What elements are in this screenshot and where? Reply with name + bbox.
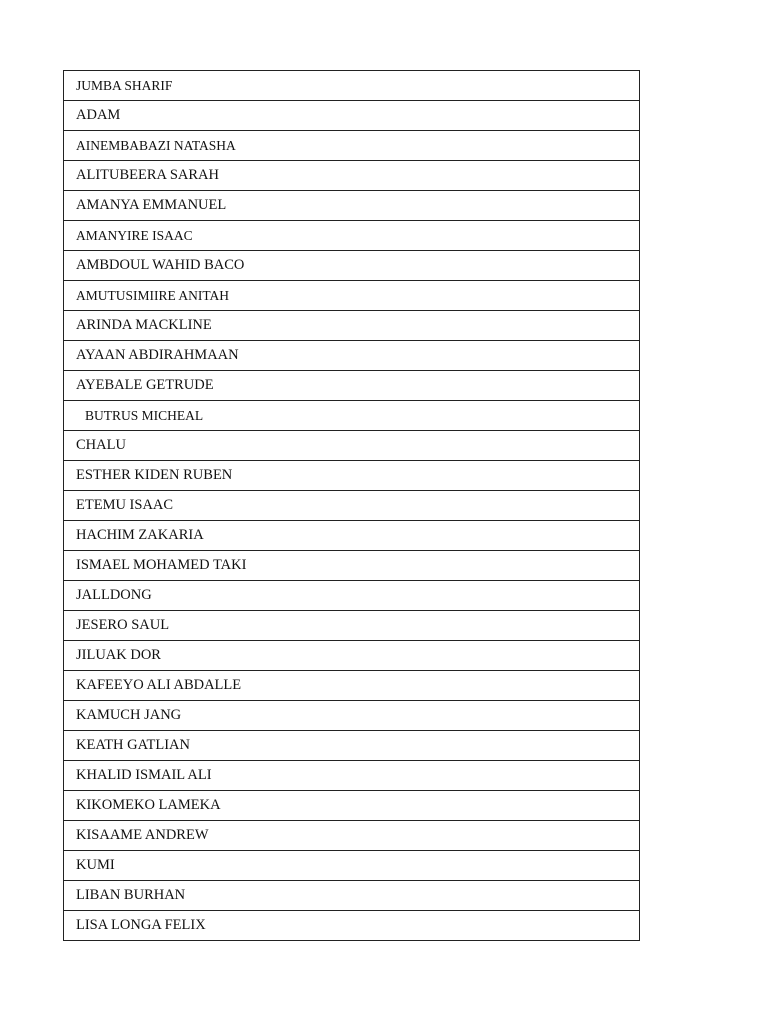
table-row [64,341,640,371]
table-row [64,281,640,311]
table-row [64,851,640,881]
table-row [64,701,640,731]
name-cell: AYEBALE GETRUDE [64,371,640,401]
name-cell: AMANYIRE ISAAC [64,221,640,251]
table-row [64,581,640,611]
table-row [64,401,640,431]
table-row [64,371,640,401]
name-cell: ISMAEL MOHAMED TAKI [64,551,640,581]
table-row [64,431,640,461]
name-cell: CHALU [64,431,640,461]
name-cell: KIKOMEKO LAMEKA [64,791,640,821]
table-row [64,161,640,191]
table-row [64,131,640,161]
table-row [64,191,640,221]
name-cell: HACHIM ZAKARIA [64,521,640,551]
table-row [64,461,640,491]
name-cell: KAFEEYO ALI ABDALLE [64,671,640,701]
name-cell: JILUAK DOR [64,641,640,671]
names-table [63,70,640,941]
name-cell: LIBAN BURHAN [64,881,640,911]
name-cell: KUMI [64,851,640,881]
name-cell: AMBDOUL WAHID BACO [64,251,640,281]
table-row [64,71,640,101]
name-cell: JALLDONG [64,581,640,611]
table-row [64,221,640,251]
name-cell: KEATH GATLIAN [64,731,640,761]
table-row [64,671,640,701]
name-cell: AMUTUSIMIIRE ANITAH [64,281,640,311]
table-row [64,521,640,551]
name-cell: KAMUCH JANG [64,701,640,731]
table-row [64,731,640,761]
table-row [64,251,640,281]
name-cell: AMANYA EMMANUEL [64,191,640,221]
table-row [64,761,640,791]
name-cell: ESTHER KIDEN RUBEN [64,461,640,491]
name-cell: ALITUBEERA SARAH [64,161,640,191]
name-cell: ARINDA MACKLINE [64,311,640,341]
table-row [64,551,640,581]
table-row [64,791,640,821]
table-row [64,101,640,131]
table-row [64,881,640,911]
name-cell: JESERO SAUL [64,611,640,641]
table-row [64,911,640,941]
name-cell: JUMBA SHARIF [64,71,640,101]
name-cell: ADAM [64,101,640,131]
name-cell: KISAAME ANDREW [64,821,640,851]
table-row [64,641,640,671]
name-cell: ETEMU ISAAC [64,491,640,521]
table-row [64,311,640,341]
name-cell: LISA LONGA FELIX [64,911,640,941]
name-cell: BUTRUS MICHEAL [64,401,640,431]
name-cell: AYAAN ABDIRAHMAAN [64,341,640,371]
name-cell: AINEMBABAZI NATASHA [64,131,640,161]
name-cell: KHALID ISMAIL ALI [64,761,640,791]
table-row [64,491,640,521]
table-row [64,821,640,851]
table-row [64,611,640,641]
